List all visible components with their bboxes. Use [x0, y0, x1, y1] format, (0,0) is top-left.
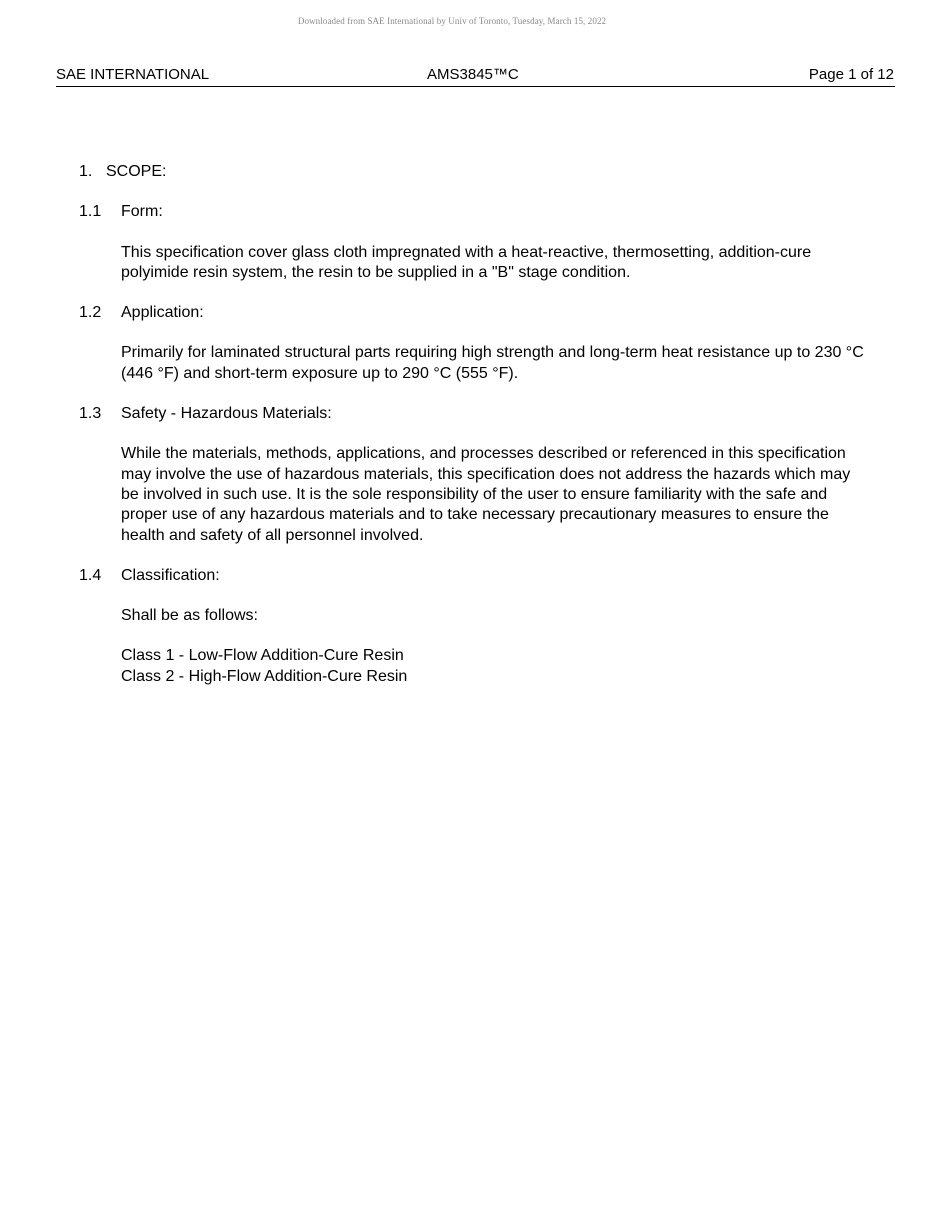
header-page-number: Page 1 of 12 [808, 66, 894, 83]
header-organization: SAE INTERNATIONAL [56, 66, 210, 83]
section-application-heading [79, 303, 869, 323]
section-application-text: Primarily for laminated structural parts requiring high strength and long-term heat resistance up to 230 °C (446 °F) and short-term exposure up to 290 °C (555 °F). [121, 344, 864, 382]
section-safety-heading [79, 404, 869, 424]
section-classification-text: Shall be as follows: [121, 607, 258, 625]
list-item: Class 1 - Low-Flow Addition-Cure Resin [121, 647, 404, 665]
section-form-heading [79, 202, 869, 222]
section-number: 1.3 [79, 405, 102, 423]
download-watermark: Downloaded from SAE International by Univ of Toronto, Tuesday, March 15, 2022 [297, 16, 607, 26]
document-body [79, 162, 869, 687]
section-title: Classification: [121, 566, 220, 584]
section-title: Form: [121, 203, 163, 221]
section-classification-heading [79, 566, 869, 586]
page-header [56, 66, 895, 87]
section-safety-text: While the materials, methods, applications, and processes described or referenced in this specification may involve the use of hazardous materials, this specification does not address the hazards which may be involved in such use. It is the sole responsibility of the user to ensure familiarity with the safe and proper use of any hazardous materials and to take necessary precautionary measures to ensure the health and safety of all personnel involved. [121, 445, 851, 544]
list-item: Class 2 - High-Flow Addition-Cure Resin [121, 667, 408, 685]
section-form-text: This specification cover glass cloth impregnated with a heat-reactive, thermosetting, addition-cure polyimide resin system, the resin to be supplied in a "B" stage condition. [121, 243, 812, 281]
classification-list [121, 646, 869, 687]
scope-number: 1. [79, 163, 93, 180]
section-number: 1.4 [79, 566, 102, 584]
scope-heading [79, 162, 869, 182]
scope-title: SCOPE: [106, 163, 167, 180]
section-title: Application: [121, 304, 204, 322]
header-document-id: AMS3845™C [427, 66, 519, 83]
section-number: 1.2 [79, 304, 102, 322]
section-title: Safety - Hazardous Materials: [121, 405, 332, 423]
section-number: 1.1 [79, 203, 102, 221]
